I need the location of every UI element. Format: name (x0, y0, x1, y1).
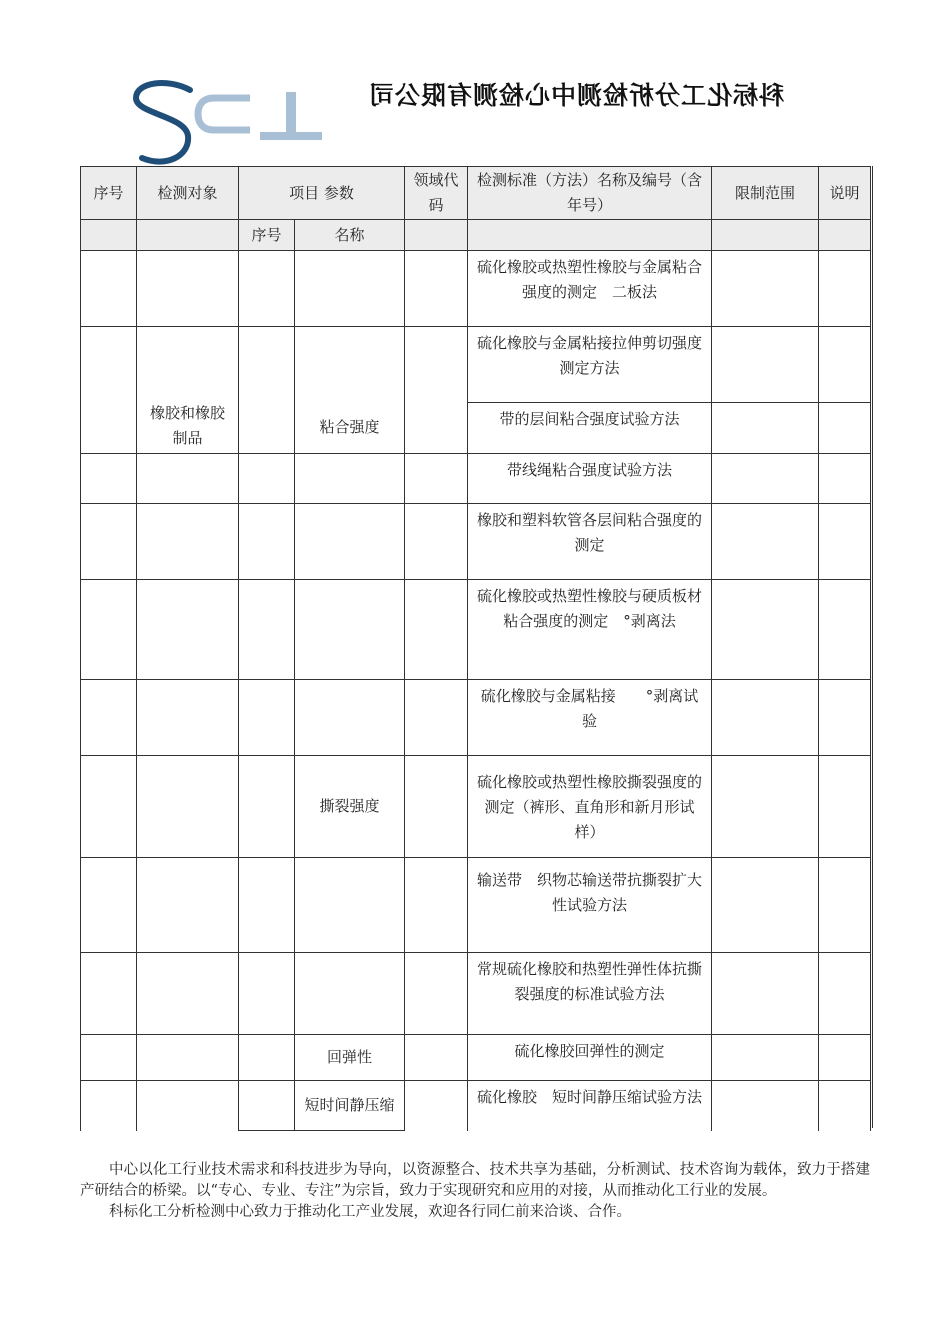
header-item-param: 项目 参数 (239, 167, 405, 220)
table-row (81, 504, 871, 580)
table-right-rule (872, 166, 873, 1128)
table-row (81, 454, 871, 504)
page-header (0, 0, 950, 170)
subheader-name: 名称 (295, 220, 405, 251)
param-name-cell: 粘合强度 (295, 327, 405, 454)
table-row (81, 580, 871, 680)
standard-cell: 硫化橡胶或热塑性橡胶撕裂强度的测定（裤形、直角形和新月形试样） (468, 756, 712, 858)
header-limit: 限制范围 (712, 167, 819, 220)
test-object-cell: 橡胶和橡胶制品 (137, 327, 239, 454)
footer-paragraph: 中心以化工行业技术需求和科技进步为导向，以资源整合、技术共享为基础，分析测试、技术咨询为载体，致力于搭建产研结合的桥梁。以“专心、专业、专注”为宗旨，致力于实现研究和应用的对接，从而推动化工行业的发展。 (80, 1162, 870, 1199)
table-row (81, 327, 871, 403)
footer-paragraph: 科标化工分析检测中心致力于推动化工产业发展，欢迎各行同仁前来洽谈、合作。 (109, 1204, 631, 1220)
table-row (81, 1081, 871, 1131)
table-row (81, 680, 871, 756)
standard-cell: 硫化橡胶或热塑性橡胶与金属粘合强度的测定 二板法 (468, 251, 712, 327)
header-object: 检测对象 (137, 167, 239, 220)
standard-cell: 带的层间粘合强度试验方法 (468, 403, 712, 454)
subheader-seq: 序号 (239, 220, 295, 251)
logo-letter-t-stem (286, 92, 296, 138)
param-name-cell: 撕裂强度 (295, 756, 405, 858)
header-field-code: 领域代码 (405, 167, 468, 220)
table-row (81, 251, 871, 327)
standard-cell: 硫化橡胶 短时间静压缩试验方法 (468, 1081, 712, 1131)
header-row (81, 167, 871, 220)
company-logo (128, 76, 328, 172)
standard-cell: 硫化橡胶或热塑性橡胶与硬质板材粘合强度的测定 °剥离法 (468, 580, 712, 680)
table-row (81, 756, 871, 858)
table-row (81, 1035, 871, 1081)
standard-cell: 常规硫化橡胶和热塑性弹性体抗撕裂强度的标准试验方法 (468, 953, 712, 1035)
param-name-cell: 回弹性 (295, 1035, 405, 1081)
standard-cell: 橡胶和塑料软管各层间粘合强度的测定 (468, 504, 712, 580)
standard-cell: 输送带 织物芯输送带抗撕裂扩大性试验方法 (468, 858, 712, 953)
standard-cell: 硫化橡胶回弹性的测定 (468, 1035, 712, 1081)
standard-cell: 硫化橡胶与金属粘接拉伸剪切强度测定方法 (468, 327, 712, 403)
table-row (81, 858, 871, 953)
test-items-table (80, 166, 871, 1131)
footer-text (80, 1160, 870, 1223)
subheader-row (81, 220, 871, 251)
table-row (81, 953, 871, 1035)
header-seq: 序号 (81, 167, 137, 220)
standard-cell: 带线绳粘合强度试验方法 (468, 454, 712, 504)
logo-letter-s (136, 83, 190, 162)
organization-name: 科标化工分析检测中心检测有限公司 (367, 81, 784, 110)
header-note: 说明 (819, 167, 871, 220)
standard-cell: 硫化橡胶与金属粘接 °剥离试验 (468, 680, 712, 756)
header-standard: 检测标准（方法）名称及编号（含年号） (468, 167, 712, 220)
logo-letter-c (198, 98, 250, 130)
param-name-cell: 短时间静压缩 (295, 1081, 405, 1131)
